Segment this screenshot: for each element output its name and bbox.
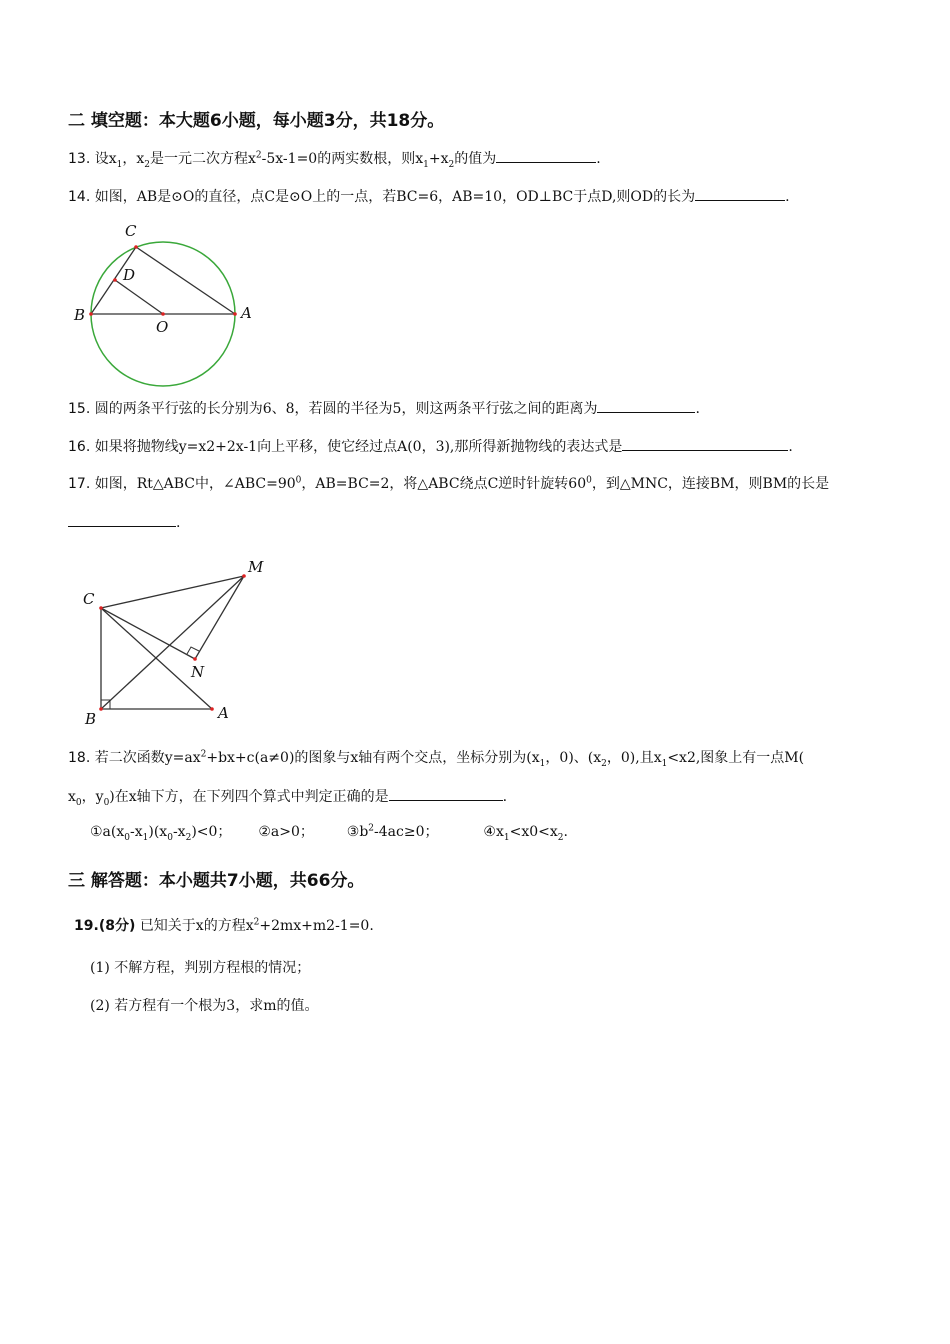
sub: 1	[142, 832, 149, 843]
answer-blank[interactable]	[622, 436, 788, 451]
opt-text: ④x	[483, 824, 504, 840]
option-1	[90, 824, 232, 843]
period: .	[785, 189, 790, 205]
sub: 0	[167, 832, 173, 843]
sup: 0	[295, 475, 302, 486]
sub: 2	[601, 758, 607, 769]
q18-text: ，y	[81, 789, 104, 805]
answer-blank[interactable]	[695, 186, 785, 201]
sub: 0	[75, 797, 82, 808]
q18-text: +bx+c(a≠0)的图象与x轴有两个交点，坐标分别为(x	[206, 750, 540, 766]
answer-blank[interactable]	[597, 398, 695, 413]
period: .	[596, 151, 601, 167]
figure-rotation-diagram	[76, 555, 276, 727]
label-n: N	[191, 663, 205, 681]
q18-text: )在x轴下方，在下列四个算式中判定正确的是	[109, 789, 389, 805]
option-2: ②a>0；	[258, 824, 314, 840]
question-19	[74, 916, 374, 936]
label-a: A	[218, 704, 229, 722]
q18-text: <x2,图象上有一点M(	[667, 750, 805, 766]
question-number: 13.	[68, 151, 91, 167]
question-18	[68, 748, 804, 768]
opt-text: )(x	[148, 824, 168, 840]
label-m: M	[248, 558, 264, 576]
q13-text: 设x	[94, 151, 117, 167]
point-c	[134, 245, 138, 249]
question-13	[68, 148, 601, 169]
q13-text: 是一元二次方程x	[150, 151, 256, 167]
answer-blank[interactable]	[389, 786, 503, 801]
point-d	[113, 278, 117, 282]
sub: 0	[103, 797, 110, 808]
label-b: B	[85, 710, 97, 727]
section-3-title: 三 解答题：本小题共7小题，共66分。	[68, 871, 365, 891]
question-14	[68, 186, 790, 207]
question-number: 17.	[68, 476, 91, 492]
sub: 2	[448, 159, 455, 170]
q17-text: ，AB=BC=2，将△ABC绕点C逆时针旋转60	[301, 476, 587, 492]
period: .	[502, 789, 508, 805]
option-3	[347, 824, 439, 840]
question-17	[68, 474, 829, 494]
label-d: D	[123, 266, 136, 284]
chord-ca	[136, 247, 235, 314]
sup: 2	[368, 823, 375, 834]
sub: 1	[661, 758, 668, 769]
sup: 2	[253, 917, 260, 928]
segment-mn	[195, 576, 244, 659]
q13-text: -5x-1=0的两实数根，则x	[261, 151, 424, 167]
answer-blank[interactable]	[496, 148, 596, 163]
question-16	[68, 436, 793, 457]
point-m	[242, 574, 246, 578]
figure-circle-diagram	[70, 218, 270, 393]
label-b: B	[74, 306, 86, 324]
q13-text: +x	[428, 151, 449, 167]
question-17-blank-line	[68, 512, 180, 533]
opt-text: .	[563, 824, 568, 840]
segment-od	[115, 280, 163, 314]
question-number: 19.	[74, 918, 99, 934]
sub: 0	[124, 832, 130, 843]
period: .	[695, 401, 700, 417]
period: .	[176, 515, 181, 531]
q18-text: ，0),且x	[606, 750, 662, 766]
point-c	[99, 606, 103, 610]
question-number: 15.	[68, 401, 91, 417]
q19-text: +2mx+m2-1=0.	[259, 918, 374, 934]
point-o	[161, 312, 165, 316]
question-number: 18.	[68, 750, 91, 766]
opt-text: ①a(x	[90, 824, 125, 840]
opt-text: )<0；	[191, 824, 232, 840]
q17-text: 如图，Rt△ABC中，∠ABC=90	[94, 476, 296, 492]
q15-text: 圆的两条平行弦的长分别为6、8，若圆的半径为5，则这两条平行弦之间的距离为	[94, 401, 598, 417]
q13-text: ，x	[122, 151, 145, 167]
sup: 0	[586, 475, 592, 486]
segment-cm	[101, 576, 244, 608]
q16-text: 如果将抛物线y=x2+2x-1向上平移，使它经过点A(0，3),那所得新抛物线的表达式是	[94, 439, 623, 455]
opt-text: <x0<x	[509, 824, 558, 840]
question-number: 16.	[68, 439, 91, 455]
sub: 2	[557, 832, 564, 843]
q13-text: 的值为	[454, 151, 497, 167]
sup: 2	[200, 749, 207, 760]
right-angle-n	[187, 647, 199, 654]
q18-text: x	[68, 789, 76, 805]
section-2-title: 二 填空题：本大题6小题，每小题3分，共18分。	[68, 111, 445, 131]
opt-text: -x	[130, 824, 143, 840]
sub: 1	[423, 159, 429, 170]
label-c: C	[125, 222, 137, 240]
question-19-part-2: (2) 若方程有一个根为3，求m的值。	[90, 998, 319, 1014]
point-b	[89, 312, 93, 316]
question-18-options	[90, 822, 568, 842]
point-a	[210, 707, 214, 711]
q14-text: 如图，AB是⊙O的直径，点C是⊙O上的一点，若BC=6，AB=10，OD⊥BC于点D,则OD的长为	[94, 189, 696, 205]
question-19-part-1: (1) 不解方程，判别方程根的情况；	[90, 960, 311, 976]
period: .	[788, 439, 793, 455]
q19-text: 已知关于x的方程x	[139, 918, 254, 934]
opt-text: ③b	[346, 824, 369, 840]
question-number: 14.	[68, 189, 91, 205]
question-15	[68, 398, 700, 419]
sub: 1	[539, 758, 546, 769]
sub: 1	[503, 832, 510, 843]
label-a: A	[241, 304, 252, 322]
question-18-line2	[68, 786, 507, 807]
sub: 2	[185, 832, 192, 843]
q17-text: ，到△MNC，连接BM，则BM的长是	[591, 476, 830, 492]
point-b	[99, 707, 103, 711]
segment-bm	[101, 576, 244, 709]
point-n	[193, 657, 197, 661]
sup: 2	[255, 150, 262, 161]
q18-text: 若二次函数y=ax	[94, 750, 201, 766]
sub: 1	[116, 159, 123, 170]
q18-text: ，0)、(x	[545, 750, 602, 766]
question-score: (8分)	[98, 918, 136, 934]
label-c: C	[83, 590, 95, 608]
sub: 2	[144, 159, 150, 170]
opt-text: -4ac≥0；	[374, 824, 439, 840]
answer-blank[interactable]	[68, 512, 176, 527]
point-a	[233, 312, 237, 316]
option-4	[483, 824, 568, 843]
opt-text: -x	[172, 824, 186, 840]
label-o: O	[156, 318, 169, 336]
